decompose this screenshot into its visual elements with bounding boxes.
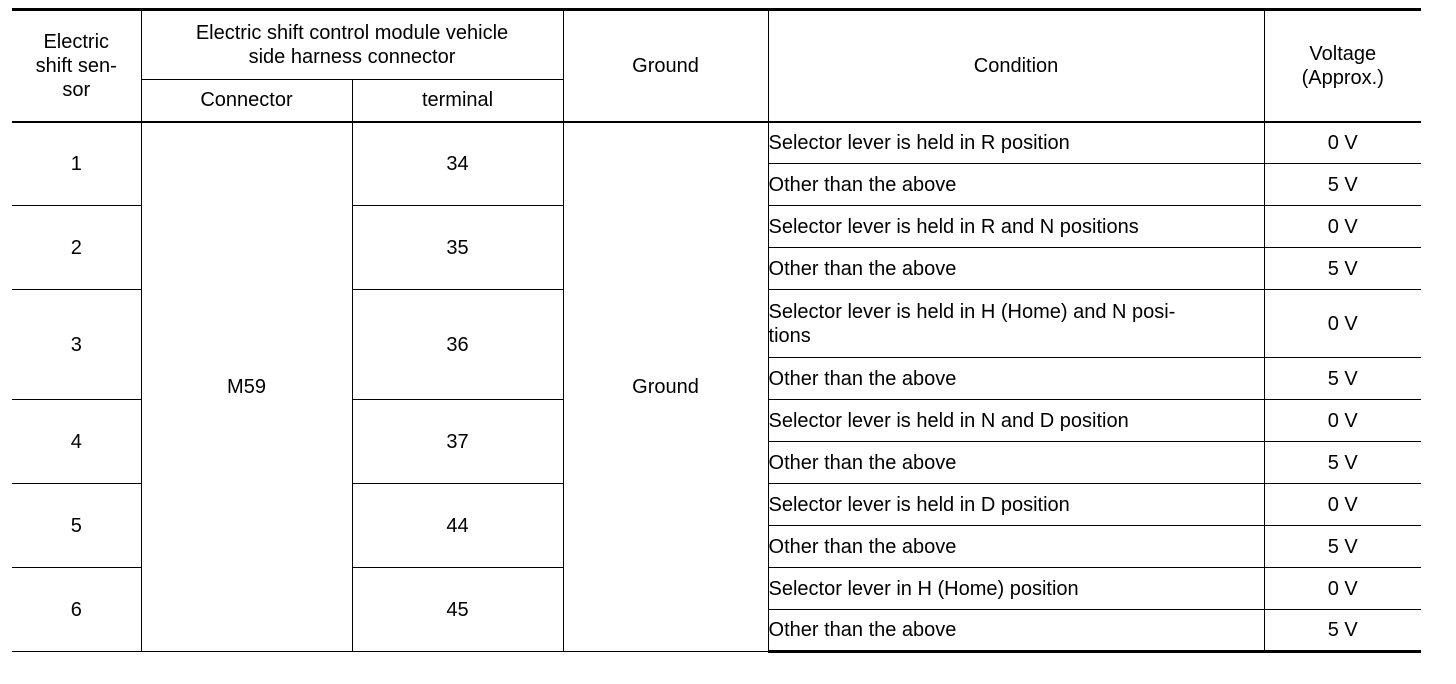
- condition-cell: [768, 526, 1264, 568]
- voltage-cell: 0 V: [1264, 568, 1421, 610]
- condition-text: Selector lever is held in N and D position: [768, 409, 1129, 432]
- condition-text: Selector lever in H (Home) position: [768, 577, 1079, 600]
- table-row: [12, 122, 1421, 164]
- terminal-cell: 34: [352, 122, 563, 206]
- condition-text: Selector lever is held in D position: [768, 493, 1070, 516]
- condition-text: Other than the above: [768, 367, 957, 390]
- condition-text: Selector lever is held in H (Home) and N posi-: [768, 300, 1176, 323]
- voltage-cell: 0 V: [1264, 484, 1421, 526]
- voltage-cell: 0 V: [1264, 290, 1421, 358]
- sensor-cell: 4: [12, 400, 141, 484]
- header-connector: Connector: [141, 80, 352, 122]
- header-row-1: [12, 10, 1421, 80]
- voltage-cell: 0 V: [1264, 122, 1421, 164]
- condition-cell: [768, 610, 1264, 652]
- condition-text: Selector lever is held in R position: [768, 131, 1070, 154]
- condition-cell: [768, 248, 1264, 290]
- voltage-cell: 5 V: [1264, 442, 1421, 484]
- condition-text-cont: tions: [768, 324, 811, 347]
- condition-text: Other than the above: [768, 257, 957, 280]
- condition-cell: [768, 484, 1264, 526]
- header-terminal: terminal: [352, 80, 563, 122]
- header-sensor: Electric shift sen- sor: [12, 10, 141, 122]
- voltage-cell: 5 V: [1264, 358, 1421, 400]
- terminal-cell: 36: [352, 290, 563, 400]
- condition-cell: [768, 400, 1264, 442]
- sensor-cell: 2: [12, 206, 141, 290]
- ground-cell: Ground: [563, 122, 768, 652]
- voltage-spec-table: [12, 8, 1421, 653]
- connector-cell: M59: [141, 122, 352, 652]
- condition-cell: [768, 442, 1264, 484]
- header-module: Electric shift control module vehicle side harness connector: [141, 10, 563, 80]
- condition-cell: [768, 122, 1264, 164]
- condition-text: Other than the above: [768, 451, 957, 474]
- condition-text: Other than the above: [768, 619, 957, 641]
- voltage-cell: 0 V: [1264, 400, 1421, 442]
- voltage-cell: 5 V: [1264, 248, 1421, 290]
- voltage-cell: 5 V: [1264, 164, 1421, 206]
- condition-cell: [768, 358, 1264, 400]
- sensor-cell: 6: [12, 568, 141, 652]
- sensor-cell: 3: [12, 290, 141, 400]
- voltage-cell: 5 V: [1264, 526, 1421, 568]
- terminal-cell: 45: [352, 568, 563, 652]
- table-body: [12, 122, 1421, 652]
- terminal-cell: 35: [352, 206, 563, 290]
- sensor-cell: 5: [12, 484, 141, 568]
- header-ground: Ground: [563, 10, 768, 122]
- condition-cell: [768, 206, 1264, 248]
- header-voltage: Voltage (Approx.): [1264, 10, 1421, 122]
- condition-cell: [768, 164, 1264, 206]
- sensor-cell: 1: [12, 122, 141, 206]
- terminal-cell: 37: [352, 400, 563, 484]
- condition-text: Selector lever is held in R and N positions: [768, 215, 1139, 238]
- condition-cell: [768, 568, 1264, 610]
- condition-text: Other than the above: [768, 535, 957, 558]
- terminal-cell: 44: [352, 484, 563, 568]
- voltage-cell: 0 V: [1264, 206, 1421, 248]
- voltage-cell: 5 V: [1264, 610, 1421, 652]
- condition-text: Other than the above: [768, 173, 957, 196]
- header-condition: Condition: [768, 10, 1264, 122]
- condition-cell: [768, 290, 1264, 358]
